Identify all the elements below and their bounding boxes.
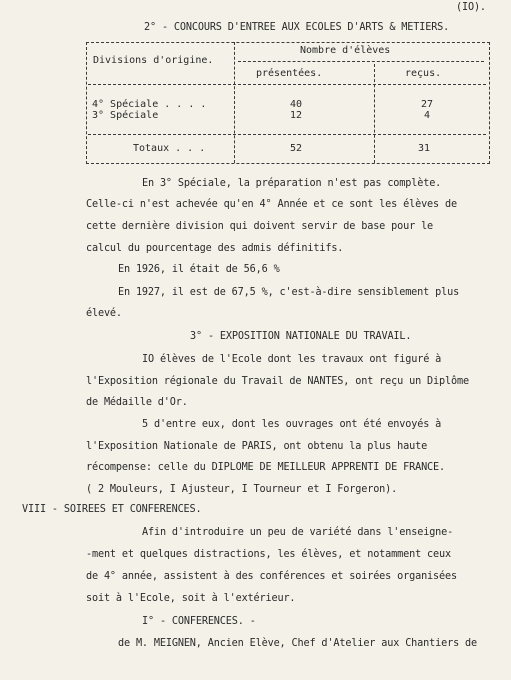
header-received: reçus.: [405, 68, 442, 79]
table-divider-horizontal-3: [88, 134, 486, 135]
text-line: ( 2 Mouleurs, I Ajusteur, I Tourneur et I Forgeron).: [86, 484, 398, 495]
text-line: de M. MEIGNEN, Ancien Elève, Chef d'Atelier aux Chantiers de: [118, 638, 478, 649]
total-received: 31: [418, 143, 431, 154]
text-line: Afin d'introduire un peu de variété dans l'enseigne-: [142, 527, 454, 538]
total-presented: 52: [290, 143, 303, 154]
text-line: -ment et quelques distractions, les élèves, et notamment ceux: [86, 549, 451, 560]
table-divider-vertical: [234, 42, 235, 163]
page-number: (IO).: [456, 2, 486, 13]
row-label: 4° Spéciale . . . .: [92, 99, 207, 110]
row-presented: 40: [290, 99, 303, 110]
text-line: de Médaille d'Or.: [86, 397, 188, 408]
row-presented: 12: [290, 110, 303, 121]
row-label: 3° Spéciale: [92, 110, 159, 121]
total-label: Totaux . . .: [133, 143, 206, 154]
header-origin: Divisions d'origine.: [93, 55, 214, 66]
table-divider-horizontal: [238, 61, 484, 62]
text-line: l'Exposition régionale du Travail de NANTES, ont reçu un Diplôme: [86, 376, 469, 387]
header-group: Nombre d'élèves: [300, 45, 391, 56]
text-line: soit à l'Ecole, soit à l'extérieur.: [86, 593, 296, 604]
section-title: 2° - CONCOURS D'ENTREE AUX ECOLES D'ARTS & METIERS.: [144, 22, 450, 33]
subheading: I° - CONFERENCES. -: [142, 616, 256, 627]
subheading: 3° - EXPOSITION NATIONALE DU TRAVAIL.: [190, 331, 412, 342]
text-line: cette dernière division qui doivent servir de base pour le: [86, 221, 434, 232]
section-heading: VIII - SOIREES ET CONFERENCES.: [22, 504, 202, 515]
table-divider-horizontal-2: [88, 84, 486, 85]
text-line: de 4° année, assistent à des conférences et soirées organisées: [86, 571, 457, 582]
text-line: récompense: celle du DIPLOME DE MEILLEUR APPRENTI DE FRANCE.: [86, 462, 446, 473]
text-line: 5 d'entre eux, dont les ouvrages ont été envoyés à: [142, 419, 442, 430]
text-line: l'Exposition Nationale de PARIS, ont obtenu la plus haute: [86, 441, 428, 452]
header-presented: présentées.: [256, 68, 323, 79]
text-line: IO élèves de l'Ecole dont les travaux ont figuré à: [142, 354, 442, 365]
text-line: En 1927, il est de 67,5 %, c'est-à-dire sensiblement plus: [118, 287, 460, 298]
text-line: En 1926, il était de 56,6 %: [118, 264, 280, 275]
row-received: 27: [421, 99, 434, 110]
text-line: En 3° Spéciale, la préparation n'est pas complète.: [142, 178, 442, 189]
text-line: Celle-ci n'est achevée qu'en 4° Année et ce sont les élèves de: [86, 199, 457, 210]
row-received: 4: [424, 110, 431, 121]
text-line: calcul du pourcentage des admis définitifs.: [86, 243, 344, 254]
text-line: élevé.: [86, 308, 122, 319]
table-divider-vertical-2: [374, 64, 375, 163]
